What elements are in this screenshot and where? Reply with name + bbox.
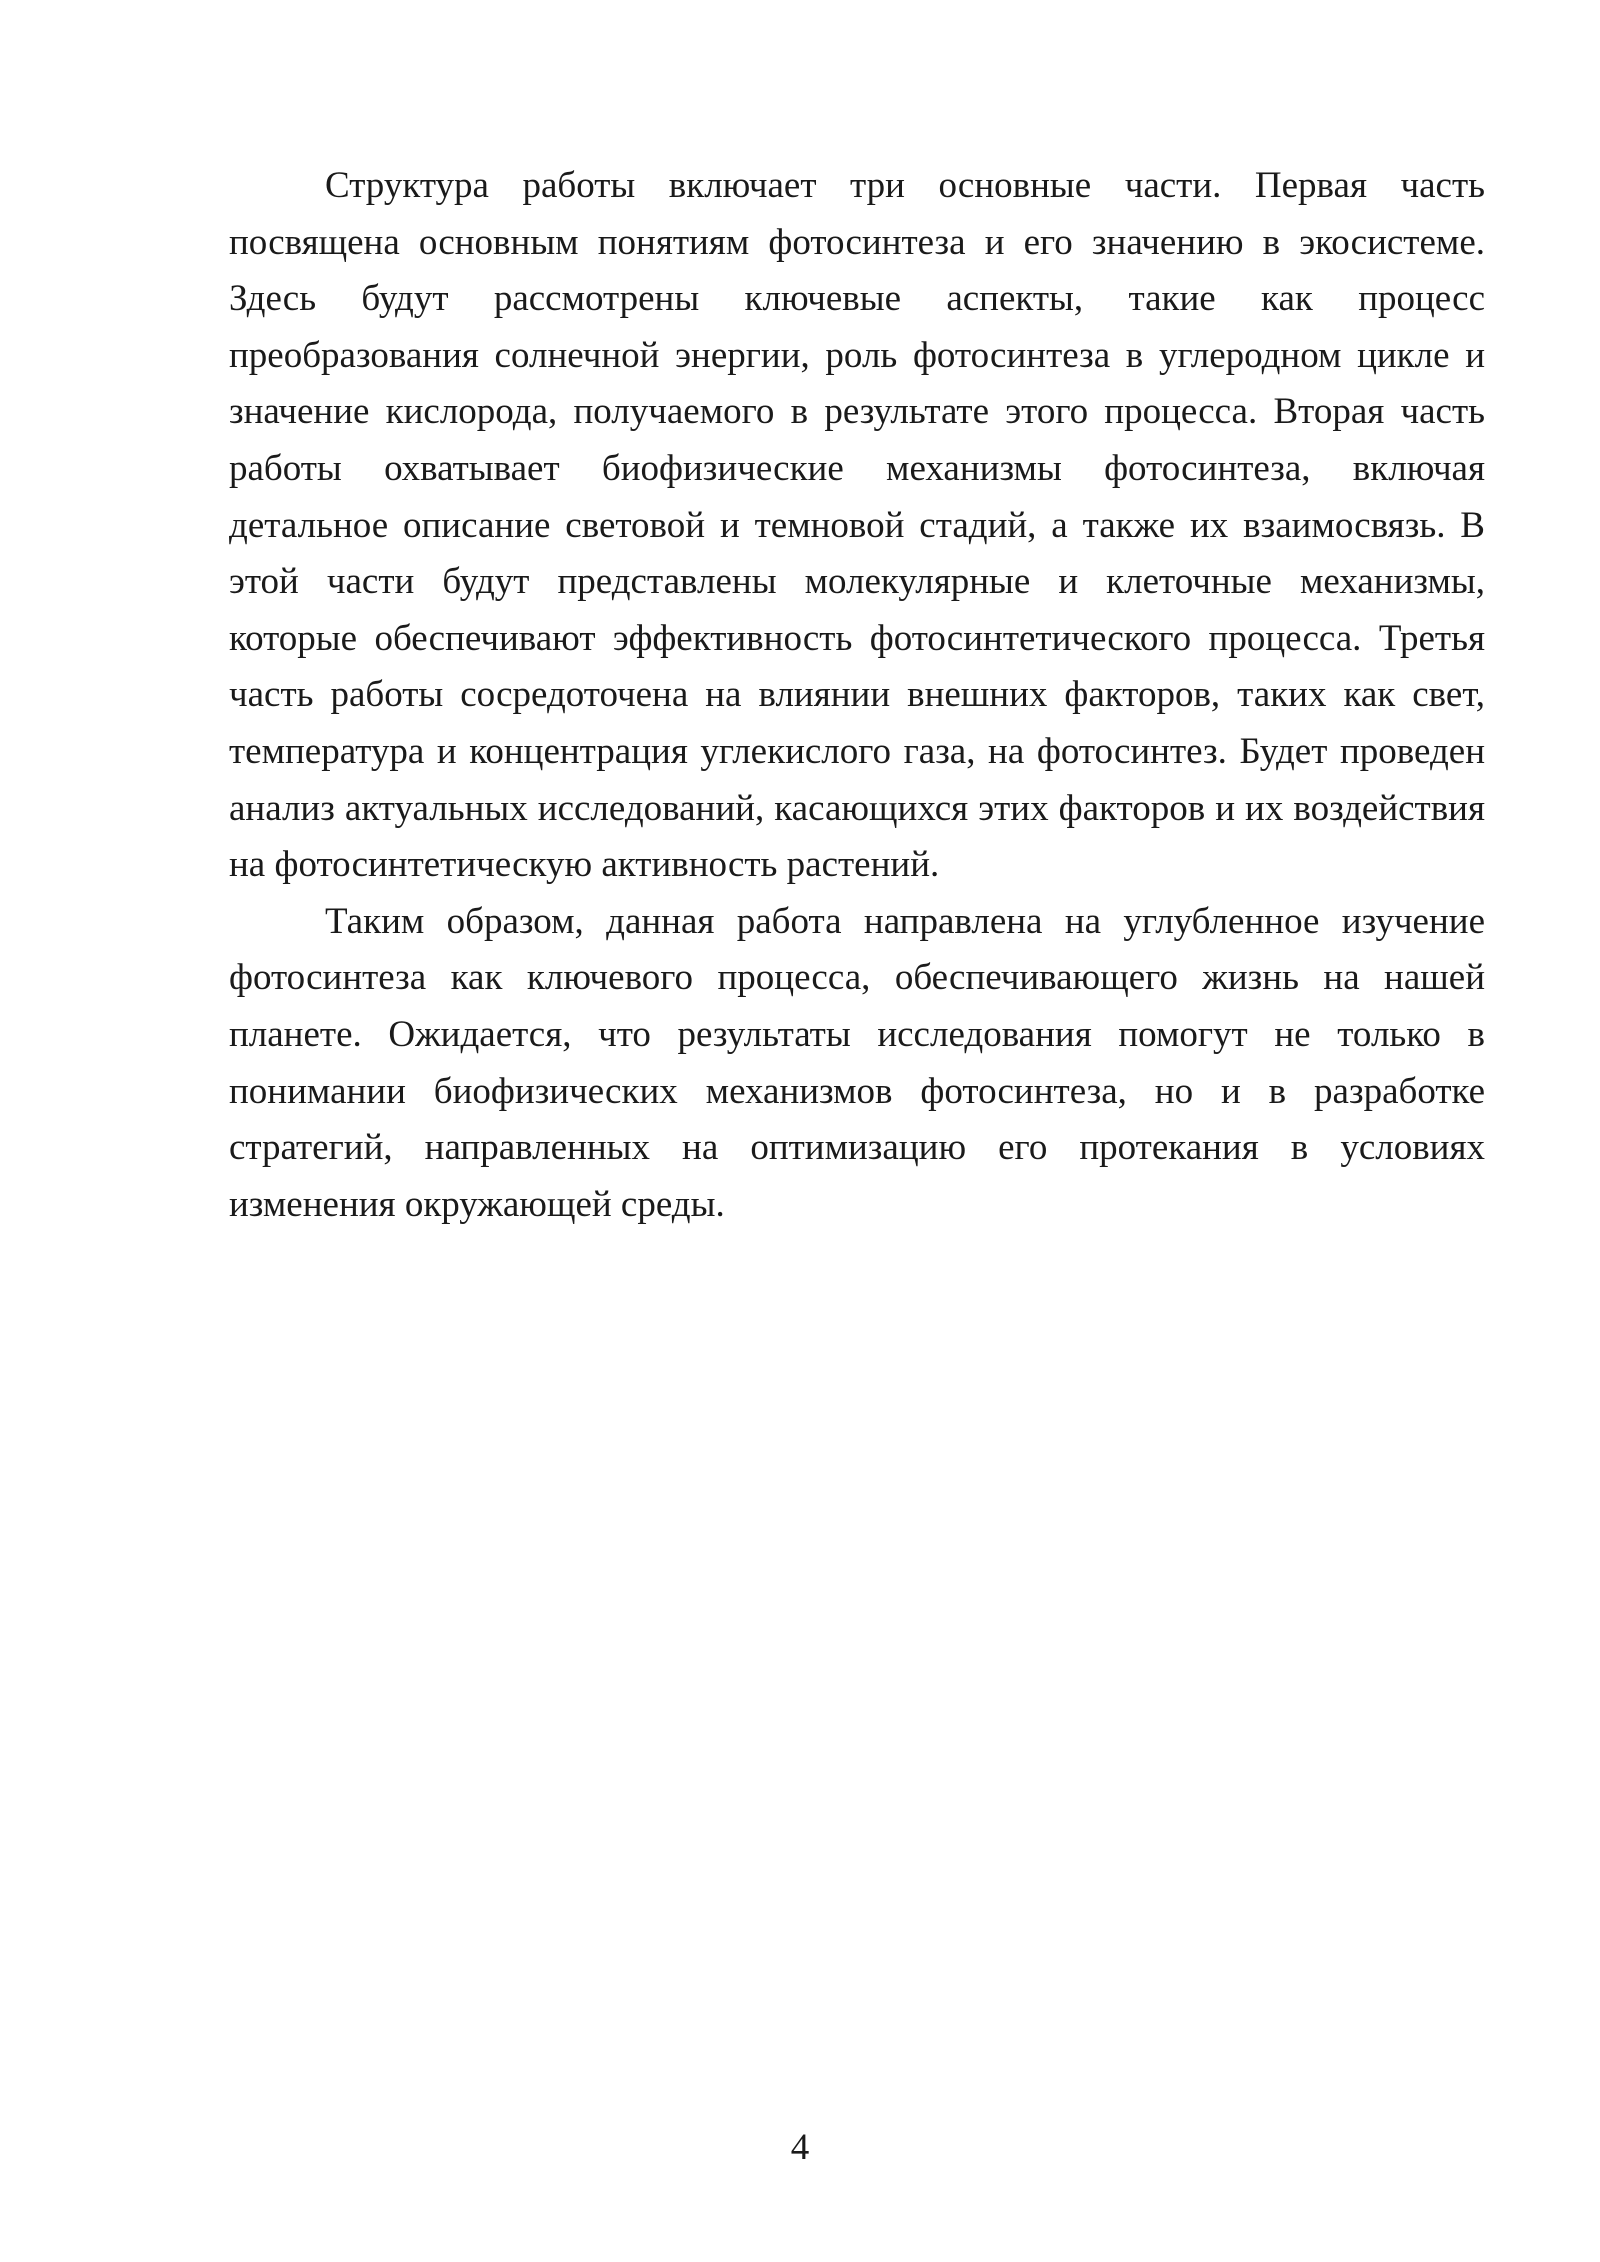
paragraph-structure: Структура работы включает три основные части. Первая часть посвящена основным понятиям фотосинтеза и его значению в экосистеме. Здесь будут рассмотрены ключевые аспекты, такие как процесс преобразования солнечной энергии, роль фотосинтеза в углеродном цикле и значение кислорода, получаемого в результате этого процесса. Вторая часть работы охватывает биофизические механизмы фотосинтеза, включая детальное описание световой и темновой стадий, а также их взаимосвязь. В этой части будут представлены молекулярные и клеточные механизмы, которые обеспечивают эффективность фотосинтетического процесса. Третья часть работы сосредоточена на влиянии внешних факторов, таких как свет, температура и концентрация углекислого газа, на фотосинтез. Будет проведен анализ актуальных исследований, касающихся этих факторов и их воздействия на фотосинтетическую активность растений. — [229, 165, 1485, 886]
page-number: 4 — [790, 2127, 810, 2168]
body-text — [229, 158, 1485, 1233]
paragraph-conclusion: Таким образом, данная работа направлена на углубленное изучение фотосинтеза как ключевого процесса, обеспечивающего жизнь на нашей планете. Ожидается, что результаты исследования помогут не только в понимании биофизических механизмов фотосинтеза, но и в разработке стратегий, направленных на оптимизацию его протекания в условиях изменения окружающей среды. — [229, 900, 1485, 1225]
